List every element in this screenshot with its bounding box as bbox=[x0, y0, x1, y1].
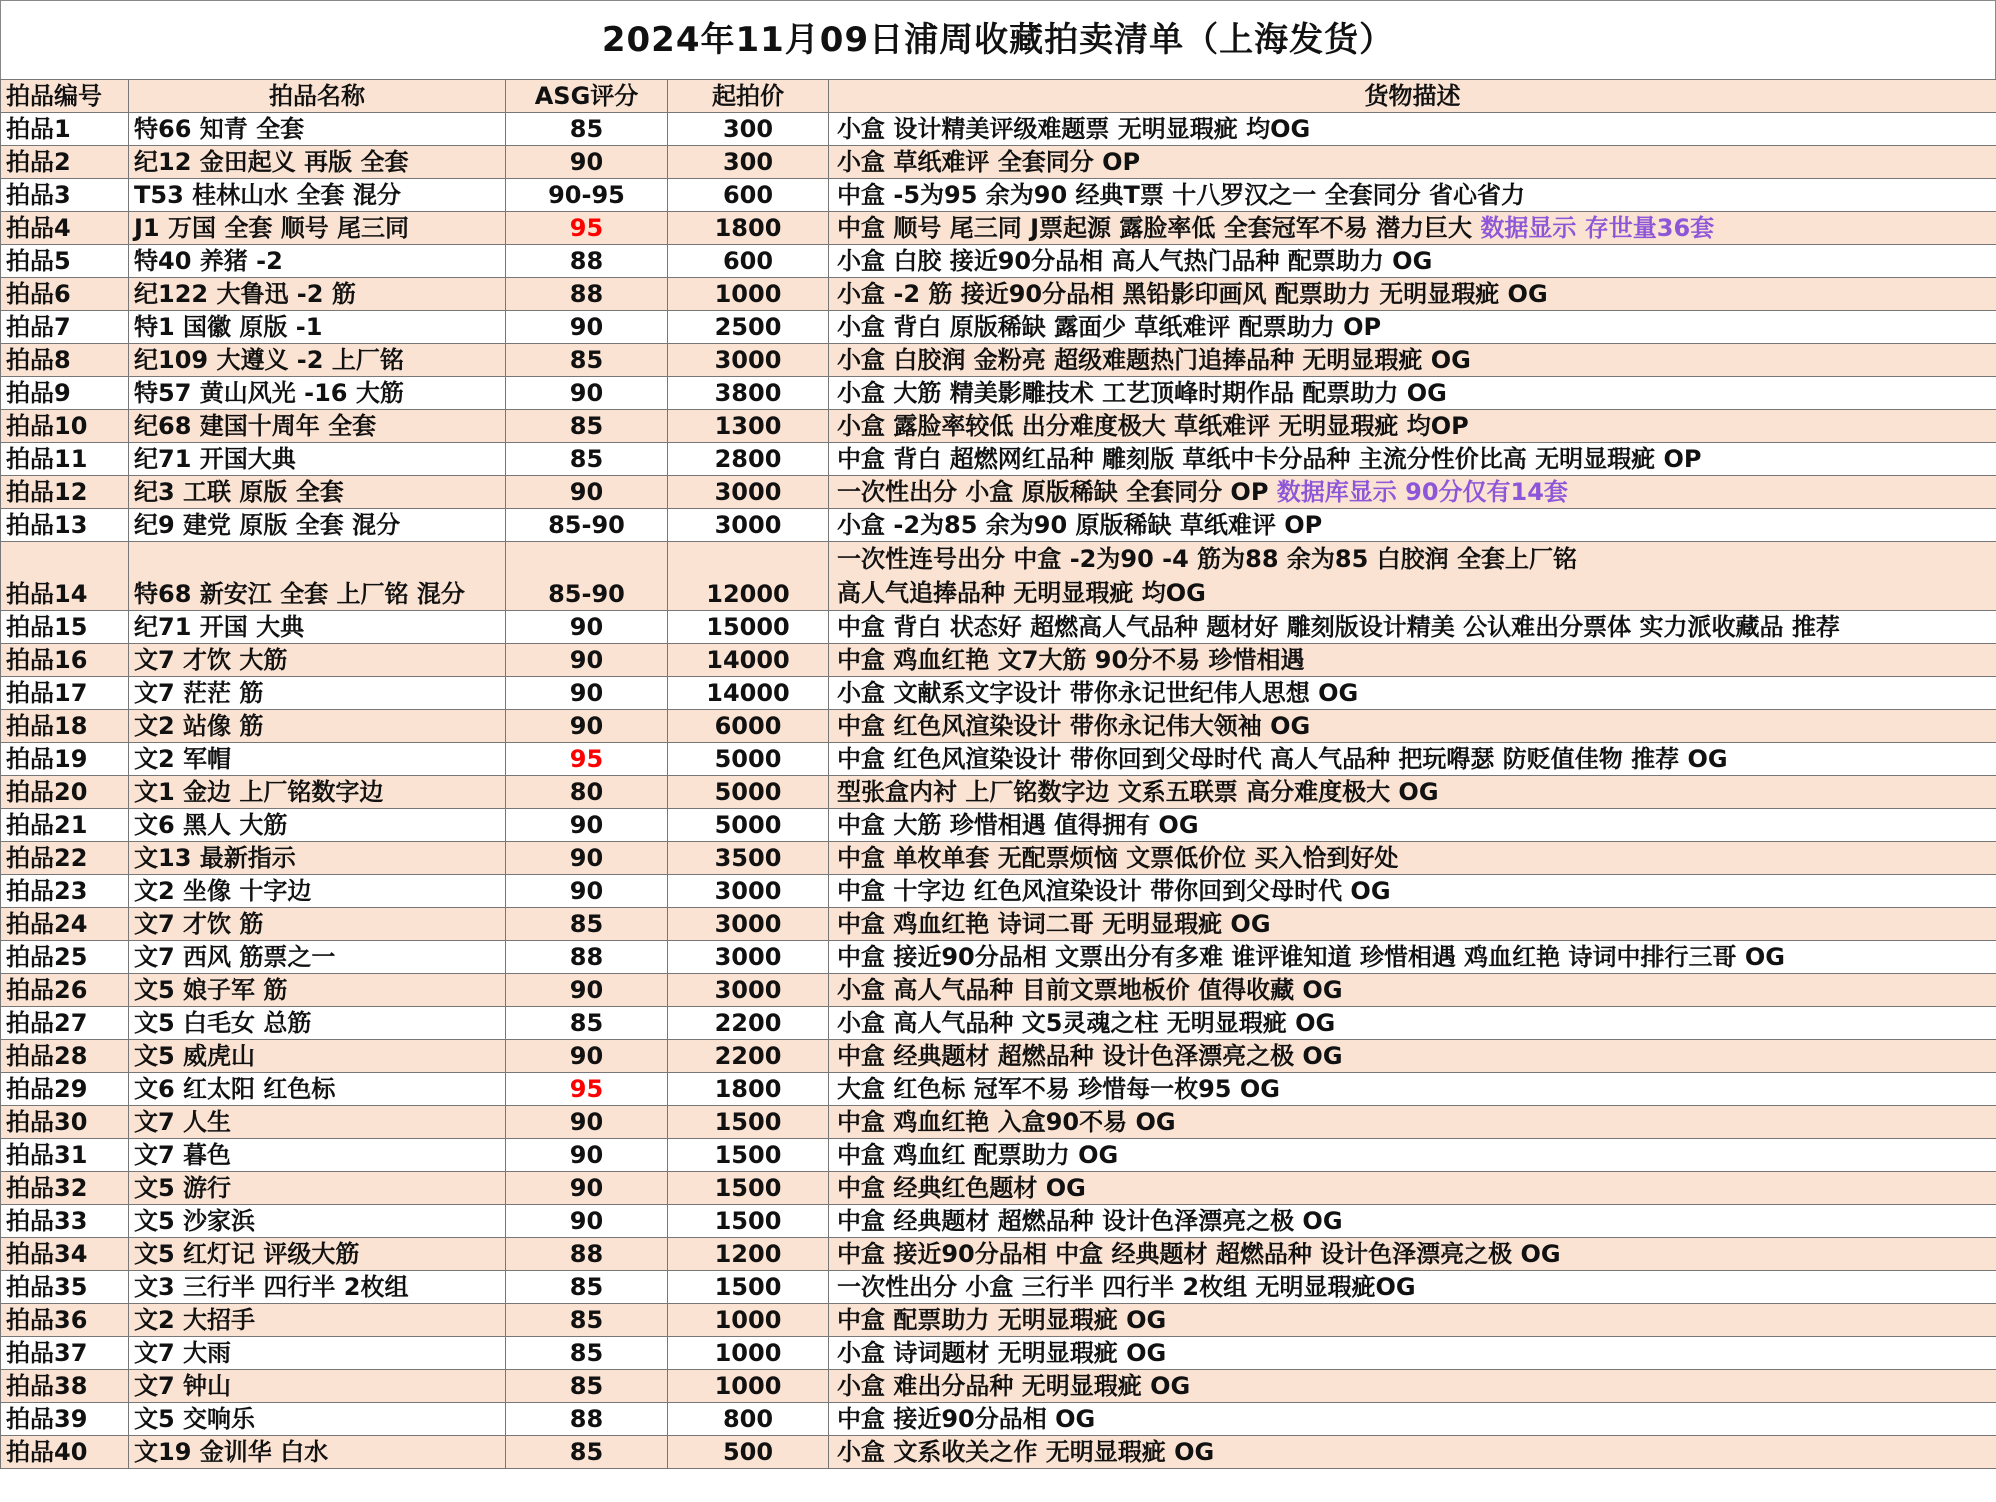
table-row bbox=[1, 1007, 1996, 1040]
description-cell bbox=[829, 410, 1996, 443]
lot-name-cell: 文7 钟山 bbox=[129, 1370, 506, 1403]
starting-price-cell: 1800 bbox=[668, 212, 829, 245]
asg-grade-cell: 88 bbox=[506, 1238, 668, 1271]
lot-id-cell: 拍品17 bbox=[1, 677, 129, 710]
description-text: 小盒 -2 筋 接近90分品相 黑铅影印画风 配票助力 无明显瑕疵 OG bbox=[837, 280, 1548, 308]
description-text-line2: 高人气追捧品种 无明显瑕疵 均OG bbox=[837, 579, 1206, 607]
lot-name-cell: 特66 知青 全套 bbox=[129, 113, 506, 146]
table-row bbox=[1, 311, 1996, 344]
starting-price-cell: 12000 bbox=[668, 542, 829, 611]
table-body bbox=[1, 113, 1996, 1469]
lot-name-cell: 纪122 大鲁迅 -2 筋 bbox=[129, 278, 506, 311]
lot-id-cell: 拍品12 bbox=[1, 476, 129, 509]
table-row bbox=[1, 1238, 1996, 1271]
description-cell bbox=[829, 113, 1996, 146]
table-row bbox=[1, 908, 1996, 941]
table-row bbox=[1, 377, 1996, 410]
asg-grade-cell: 90 bbox=[506, 1172, 668, 1205]
sheet-title: 2024年11月09日浦周收藏拍卖清单（上海发货） bbox=[0, 1, 1996, 79]
asg-grade-cell: 85-90 bbox=[506, 509, 668, 542]
description-highlight-note: 数据库显示 90分仅有14套 bbox=[1276, 478, 1568, 506]
table-row bbox=[1, 1436, 1996, 1469]
starting-price-cell: 1500 bbox=[668, 1172, 829, 1205]
lot-name-cell: 文5 游行 bbox=[129, 1172, 506, 1205]
description-cell bbox=[829, 377, 1996, 410]
description-text: 中盒 经典题材 超燃品种 设计色泽漂亮之极 OG bbox=[837, 1042, 1343, 1070]
description-text: 中盒 红色风渲染设计 带你回到父母时代 高人气品种 把玩嘚瑟 防贬值佳物 推荐 OG bbox=[837, 745, 1728, 773]
description-cell bbox=[829, 146, 1996, 179]
lot-id-cell: 拍品4 bbox=[1, 212, 129, 245]
starting-price-cell: 800 bbox=[668, 1403, 829, 1436]
lot-name-cell: 文5 娘子军 筋 bbox=[129, 974, 506, 1007]
lot-name-cell: 纪3 工联 原版 全套 bbox=[129, 476, 506, 509]
table-row bbox=[1, 146, 1996, 179]
description-cell bbox=[829, 908, 1996, 941]
lot-id-cell: 拍品36 bbox=[1, 1304, 129, 1337]
starting-price-cell: 15000 bbox=[668, 611, 829, 644]
lot-name-cell: J1 万国 全套 顺号 尾三同 bbox=[129, 212, 506, 245]
description-text: 中盒 单枚单套 无配票烦恼 文票低价位 买入恰到好处 bbox=[837, 844, 1399, 872]
starting-price-cell: 5000 bbox=[668, 743, 829, 776]
table-row bbox=[1, 212, 1996, 245]
starting-price-cell: 1500 bbox=[668, 1271, 829, 1304]
asg-grade-cell: 85 bbox=[506, 1007, 668, 1040]
table-row bbox=[1, 677, 1996, 710]
lot-name-cell: 纪109 大遵义 -2 上厂铭 bbox=[129, 344, 506, 377]
starting-price-cell: 3500 bbox=[668, 842, 829, 875]
starting-price-cell: 3000 bbox=[668, 476, 829, 509]
starting-price-cell: 3000 bbox=[668, 875, 829, 908]
asg-grade-cell: 88 bbox=[506, 278, 668, 311]
asg-grade-cell: 85 bbox=[506, 113, 668, 146]
asg-grade-cell: 88 bbox=[506, 941, 668, 974]
description-text: 中盒 -5为95 余为90 经典T票 十八罗汉之一 全套同分 省心省力 bbox=[837, 181, 1525, 209]
lot-id-cell: 拍品30 bbox=[1, 1106, 129, 1139]
lot-id-cell: 拍品29 bbox=[1, 1073, 129, 1106]
lot-id-cell: 拍品3 bbox=[1, 179, 129, 212]
starting-price-cell: 3000 bbox=[668, 509, 829, 542]
description-cell bbox=[829, 1271, 1996, 1304]
description-text: 中盒 配票助力 无明显瑕疵 OG bbox=[837, 1306, 1167, 1334]
asg-grade-cell: 85 bbox=[506, 1436, 668, 1469]
table-row bbox=[1, 1304, 1996, 1337]
description-text: 一次性连号出分 中盒 -2为90 -4 筋为88 余为85 白胶润 全套上厂铭 bbox=[837, 545, 1578, 573]
lot-name-cell: 文6 黑人 大筋 bbox=[129, 809, 506, 842]
lot-id-cell: 拍品40 bbox=[1, 1436, 129, 1469]
description-cell bbox=[829, 1040, 1996, 1073]
lot-name-cell: 文2 站像 筋 bbox=[129, 710, 506, 743]
table-row bbox=[1, 1370, 1996, 1403]
lot-name-cell: 文7 暮色 bbox=[129, 1139, 506, 1172]
asg-grade-cell: 90-95 bbox=[506, 179, 668, 212]
description-text: 中盒 经典红色题材 OG bbox=[837, 1174, 1086, 1202]
asg-grade-cell: 90 bbox=[506, 1139, 668, 1172]
asg-grade-cell: 80 bbox=[506, 776, 668, 809]
lot-name-cell: 文5 沙家浜 bbox=[129, 1205, 506, 1238]
table-row bbox=[1, 1040, 1996, 1073]
lot-name-cell: 文6 红太阳 红色标 bbox=[129, 1073, 506, 1106]
table-row bbox=[1, 743, 1996, 776]
lot-name-cell: 文7 茫茫 筋 bbox=[129, 677, 506, 710]
description-text: 一次性出分 小盒 三行半 四行半 2枚组 无明显瑕疵OG bbox=[837, 1273, 1416, 1301]
asg-grade-cell: 85 bbox=[506, 410, 668, 443]
description-cell bbox=[829, 1337, 1996, 1370]
description-cell bbox=[829, 1172, 1996, 1205]
header-asg-grade: ASG评分 bbox=[506, 80, 668, 113]
table-row bbox=[1, 809, 1996, 842]
description-text: 型张盒内衬 上厂铭数字边 文系五联票 高分难度极大 OG bbox=[837, 778, 1439, 806]
asg-grade-cell: 95 bbox=[506, 1073, 668, 1106]
auction-table bbox=[0, 79, 1996, 1469]
lot-name-cell: 文5 交响乐 bbox=[129, 1403, 506, 1436]
starting-price-cell: 1800 bbox=[668, 1073, 829, 1106]
description-cell bbox=[829, 245, 1996, 278]
description-text: 小盒 文系收关之作 无明显瑕疵 OG bbox=[837, 1438, 1215, 1466]
description-cell bbox=[829, 311, 1996, 344]
description-cell bbox=[829, 179, 1996, 212]
description-cell bbox=[829, 1304, 1996, 1337]
lot-id-cell: 拍品1 bbox=[1, 113, 129, 146]
lot-id-cell: 拍品33 bbox=[1, 1205, 129, 1238]
lot-id-cell: 拍品8 bbox=[1, 344, 129, 377]
header-lot-name: 拍品名称 bbox=[129, 80, 506, 113]
description-text: 小盒 高人气品种 目前文票地板价 值得收藏 OG bbox=[837, 976, 1343, 1004]
asg-grade-cell: 90 bbox=[506, 842, 668, 875]
description-cell bbox=[829, 476, 1996, 509]
description-highlight-note: 数据显示 存世量36套 bbox=[1480, 214, 1715, 242]
table-row bbox=[1, 1337, 1996, 1370]
lot-id-cell: 拍品9 bbox=[1, 377, 129, 410]
lot-id-cell: 拍品19 bbox=[1, 743, 129, 776]
table-row bbox=[1, 842, 1996, 875]
table-row bbox=[1, 974, 1996, 1007]
starting-price-cell: 500 bbox=[668, 1436, 829, 1469]
description-cell bbox=[829, 1436, 1996, 1469]
starting-price-cell: 1000 bbox=[668, 1304, 829, 1337]
description-cell bbox=[829, 542, 1996, 611]
table-row bbox=[1, 1403, 1996, 1436]
lot-id-cell: 拍品39 bbox=[1, 1403, 129, 1436]
asg-grade-cell: 90 bbox=[506, 146, 668, 179]
asg-grade-cell: 90 bbox=[506, 974, 668, 1007]
table-row bbox=[1, 278, 1996, 311]
description-text: 中盒 顺号 尾三同 J票起源 露脸率低 全套冠军不易 潜力巨大 bbox=[837, 214, 1481, 242]
starting-price-cell: 1500 bbox=[668, 1139, 829, 1172]
lot-name-cell: 特1 国徽 原版 -1 bbox=[129, 311, 506, 344]
table-row bbox=[1, 710, 1996, 743]
asg-grade-cell: 85-90 bbox=[506, 542, 668, 611]
lot-id-cell: 拍品15 bbox=[1, 611, 129, 644]
description-cell bbox=[829, 1205, 1996, 1238]
lot-name-cell: 文7 西风 筋票之一 bbox=[129, 941, 506, 974]
description-text: 中盒 鸡血红艳 文7大筋 90分不易 珍惜相遇 bbox=[837, 646, 1305, 674]
lot-id-cell: 拍品27 bbox=[1, 1007, 129, 1040]
lot-name-cell: 纪68 建国十周年 全套 bbox=[129, 410, 506, 443]
description-text: 小盒 草纸难评 全套同分 OP bbox=[837, 148, 1141, 176]
description-cell bbox=[829, 1007, 1996, 1040]
table-row bbox=[1, 941, 1996, 974]
lot-id-cell: 拍品28 bbox=[1, 1040, 129, 1073]
description-cell bbox=[829, 443, 1996, 476]
asg-grade-cell: 85 bbox=[506, 908, 668, 941]
table-row bbox=[1, 644, 1996, 677]
description-cell bbox=[829, 644, 1996, 677]
description-cell bbox=[829, 710, 1996, 743]
lot-id-cell: 拍品11 bbox=[1, 443, 129, 476]
description-cell bbox=[829, 1238, 1996, 1271]
description-text: 小盒 背白 原版稀缺 露面少 草纸难评 配票助力 OP bbox=[837, 313, 1382, 341]
header-lot-id: 拍品编号 bbox=[1, 80, 129, 113]
lot-name-cell: 文7 才饮 筋 bbox=[129, 908, 506, 941]
lot-id-cell: 拍品35 bbox=[1, 1271, 129, 1304]
lot-name-cell: 文2 大招手 bbox=[129, 1304, 506, 1337]
table-row bbox=[1, 443, 1996, 476]
asg-grade-cell: 90 bbox=[506, 476, 668, 509]
description-cell bbox=[829, 677, 1996, 710]
description-cell bbox=[829, 842, 1996, 875]
table-row bbox=[1, 1172, 1996, 1205]
description-text: 中盒 经典题材 超燃品种 设计色泽漂亮之极 OG bbox=[837, 1207, 1343, 1235]
lot-id-cell: 拍品32 bbox=[1, 1172, 129, 1205]
asg-grade-cell: 85 bbox=[506, 1370, 668, 1403]
lot-name-cell: 文5 红灯记 评级大筋 bbox=[129, 1238, 506, 1271]
description-cell bbox=[829, 611, 1996, 644]
table-row bbox=[1, 476, 1996, 509]
asg-grade-cell: 90 bbox=[506, 1040, 668, 1073]
lot-name-cell: 特40 养猪 -2 bbox=[129, 245, 506, 278]
starting-price-cell: 2500 bbox=[668, 311, 829, 344]
lot-name-cell: 文7 大雨 bbox=[129, 1337, 506, 1370]
starting-price-cell: 6000 bbox=[668, 710, 829, 743]
description-text: 中盒 鸡血红艳 入盒90不易 OG bbox=[837, 1108, 1176, 1136]
starting-price-cell: 3000 bbox=[668, 344, 829, 377]
asg-grade-cell: 85 bbox=[506, 443, 668, 476]
starting-price-cell: 1500 bbox=[668, 1106, 829, 1139]
description-cell bbox=[829, 974, 1996, 1007]
asg-grade-cell: 85 bbox=[506, 1271, 668, 1304]
lot-id-cell: 拍品25 bbox=[1, 941, 129, 974]
lot-id-cell: 拍品34 bbox=[1, 1238, 129, 1271]
starting-price-cell: 5000 bbox=[668, 809, 829, 842]
starting-price-cell: 3000 bbox=[668, 974, 829, 1007]
table-row bbox=[1, 1271, 1996, 1304]
table-row bbox=[1, 1139, 1996, 1172]
starting-price-cell: 3800 bbox=[668, 377, 829, 410]
asg-grade-cell: 90 bbox=[506, 710, 668, 743]
starting-price-cell: 1000 bbox=[668, 278, 829, 311]
description-cell bbox=[829, 875, 1996, 908]
lot-id-cell: 拍品23 bbox=[1, 875, 129, 908]
starting-price-cell: 1200 bbox=[668, 1238, 829, 1271]
lot-id-cell: 拍品5 bbox=[1, 245, 129, 278]
description-cell bbox=[829, 776, 1996, 809]
asg-grade-cell: 95 bbox=[506, 743, 668, 776]
lot-name-cell: 文7 人生 bbox=[129, 1106, 506, 1139]
asg-grade-cell: 90 bbox=[506, 644, 668, 677]
lot-name-cell: 特57 黄山风光 -16 大筋 bbox=[129, 377, 506, 410]
header-starting-price: 起拍价 bbox=[668, 80, 829, 113]
description-cell bbox=[829, 212, 1996, 245]
lot-name-cell: 文2 军帽 bbox=[129, 743, 506, 776]
description-text: 一次性出分 小盒 原版稀缺 全套同分 OP bbox=[837, 478, 1277, 506]
lot-name-cell: 文13 最新指示 bbox=[129, 842, 506, 875]
description-cell bbox=[829, 1403, 1996, 1436]
lot-name-cell: 文5 威虎山 bbox=[129, 1040, 506, 1073]
starting-price-cell: 14000 bbox=[668, 677, 829, 710]
lot-name-cell: 文19 金训华 白水 bbox=[129, 1436, 506, 1469]
description-text: 小盒 露脸率较低 出分难度极大 草纸难评 无明显瑕疵 均OP bbox=[837, 412, 1469, 440]
description-text: 小盒 高人气品种 文5灵魂之柱 无明显瑕疵 OG bbox=[837, 1009, 1336, 1037]
starting-price-cell: 2200 bbox=[668, 1007, 829, 1040]
asg-grade-cell: 90 bbox=[506, 875, 668, 908]
starting-price-cell: 2200 bbox=[668, 1040, 829, 1073]
description-cell bbox=[829, 1073, 1996, 1106]
asg-grade-cell: 90 bbox=[506, 677, 668, 710]
description-cell bbox=[829, 1106, 1996, 1139]
lot-id-cell: 拍品24 bbox=[1, 908, 129, 941]
description-text: 中盒 接近90分品相 文票出分有多难 谁评谁知道 珍惜相遇 鸡血红艳 诗词中排行三哥 OG bbox=[837, 943, 1785, 971]
lot-id-cell: 拍品31 bbox=[1, 1139, 129, 1172]
starting-price-cell: 600 bbox=[668, 179, 829, 212]
starting-price-cell: 1000 bbox=[668, 1370, 829, 1403]
asg-grade-cell: 85 bbox=[506, 1337, 668, 1370]
lot-id-cell: 拍品7 bbox=[1, 311, 129, 344]
asg-grade-cell: 90 bbox=[506, 809, 668, 842]
lot-id-cell: 拍品37 bbox=[1, 1337, 129, 1370]
asg-grade-cell: 88 bbox=[506, 245, 668, 278]
table-row bbox=[1, 1106, 1996, 1139]
description-text: 小盒 难出分品种 无明显瑕疵 OG bbox=[837, 1372, 1191, 1400]
lot-name-cell: 纪12 金田起义 再版 全套 bbox=[129, 146, 506, 179]
lot-name-cell: 文2 坐像 十字边 bbox=[129, 875, 506, 908]
description-text: 中盒 背白 状态好 超燃高人气品种 题材好 雕刻版设计精美 公认难出分票体 实力派收藏品 推荐 bbox=[837, 613, 1840, 641]
description-cell bbox=[829, 278, 1996, 311]
starting-price-cell: 14000 bbox=[668, 644, 829, 677]
header-description: 货物描述 bbox=[829, 80, 1996, 113]
lot-id-cell: 拍品13 bbox=[1, 509, 129, 542]
lot-id-cell: 拍品38 bbox=[1, 1370, 129, 1403]
table-row bbox=[1, 113, 1996, 146]
lot-name-cell: 文7 才饮 大筋 bbox=[129, 644, 506, 677]
description-text: 小盒 诗词题材 无明显瑕疵 OG bbox=[837, 1339, 1167, 1367]
starting-price-cell: 300 bbox=[668, 146, 829, 179]
starting-price-cell: 1000 bbox=[668, 1337, 829, 1370]
lot-name-cell: 文1 金边 上厂铭数字边 bbox=[129, 776, 506, 809]
asg-grade-cell: 90 bbox=[506, 377, 668, 410]
description-cell bbox=[829, 344, 1996, 377]
lot-id-cell: 拍品14 bbox=[1, 542, 129, 611]
description-text: 中盒 接近90分品相 中盒 经典题材 超燃品种 设计色泽漂亮之极 OG bbox=[837, 1240, 1561, 1268]
description-cell bbox=[829, 941, 1996, 974]
description-text: 小盒 大筋 精美影雕技术 工艺顶峰时期作品 配票助力 OG bbox=[837, 379, 1447, 407]
starting-price-cell: 2800 bbox=[668, 443, 829, 476]
lot-id-cell: 拍品18 bbox=[1, 710, 129, 743]
asg-grade-cell: 90 bbox=[506, 611, 668, 644]
description-cell bbox=[829, 743, 1996, 776]
description-text: 中盒 红色风渲染设计 带你永记伟大领袖 OG bbox=[837, 712, 1311, 740]
description-cell bbox=[829, 509, 1996, 542]
lot-id-cell: 拍品21 bbox=[1, 809, 129, 842]
description-text: 中盒 十字边 红色风渲染设计 带你回到父母时代 OG bbox=[837, 877, 1391, 905]
header-row bbox=[1, 80, 1996, 113]
starting-price-cell: 3000 bbox=[668, 908, 829, 941]
description-text: 大盒 红色标 冠军不易 珍惜每一枚95 OG bbox=[837, 1075, 1280, 1103]
description-text: 中盒 接近90分品相 OG bbox=[837, 1405, 1096, 1433]
lot-name-cell: 纪9 建党 原版 全套 混分 bbox=[129, 509, 506, 542]
lot-id-cell: 拍品2 bbox=[1, 146, 129, 179]
starting-price-cell: 600 bbox=[668, 245, 829, 278]
table-row bbox=[1, 1205, 1996, 1238]
description-text: 小盒 白胶 接近90分品相 高人气热门品种 配票助力 OG bbox=[837, 247, 1433, 275]
starting-price-cell: 1300 bbox=[668, 410, 829, 443]
lot-id-cell: 拍品10 bbox=[1, 410, 129, 443]
description-text: 中盒 鸡血红艳 诗词二哥 无明显瑕疵 OG bbox=[837, 910, 1271, 938]
table-row bbox=[1, 410, 1996, 443]
starting-price-cell: 300 bbox=[668, 113, 829, 146]
table-row bbox=[1, 776, 1996, 809]
lot-name-cell: 文3 三行半 四行半 2枚组 bbox=[129, 1271, 506, 1304]
lot-id-cell: 拍品22 bbox=[1, 842, 129, 875]
lot-name-cell: T53 桂林山水 全套 混分 bbox=[129, 179, 506, 212]
lot-name-cell: 纪71 开国大典 bbox=[129, 443, 506, 476]
starting-price-cell: 3000 bbox=[668, 941, 829, 974]
description-text: 小盒 设计精美评级难题票 无明显瑕疵 均OG bbox=[837, 115, 1311, 143]
lot-name-cell: 特68 新安江 全套 上厂铭 混分 bbox=[129, 542, 506, 611]
asg-grade-cell: 85 bbox=[506, 1304, 668, 1337]
table-row bbox=[1, 344, 1996, 377]
lot-id-cell: 拍品26 bbox=[1, 974, 129, 1007]
table-row bbox=[1, 875, 1996, 908]
starting-price-cell: 5000 bbox=[668, 776, 829, 809]
description-cell bbox=[829, 1139, 1996, 1172]
description-text: 小盒 白胶润 金粉亮 超级难题热门追捧品种 无明显瑕疵 OG bbox=[837, 346, 1471, 374]
description-cell bbox=[829, 1370, 1996, 1403]
table-row bbox=[1, 1073, 1996, 1106]
description-text: 中盒 大筋 珍惜相遇 值得拥有 OG bbox=[837, 811, 1199, 839]
description-cell bbox=[829, 809, 1996, 842]
asg-grade-cell: 95 bbox=[506, 212, 668, 245]
description-text: 中盒 鸡血红 配票助力 OG bbox=[837, 1141, 1119, 1169]
lot-id-cell: 拍品16 bbox=[1, 644, 129, 677]
table-row bbox=[1, 611, 1996, 644]
table-row bbox=[1, 245, 1996, 278]
asg-grade-cell: 90 bbox=[506, 311, 668, 344]
asg-grade-cell: 85 bbox=[506, 344, 668, 377]
lot-name-cell: 文5 白毛女 总筋 bbox=[129, 1007, 506, 1040]
asg-grade-cell: 88 bbox=[506, 1403, 668, 1436]
description-text: 小盒 文献系文字设计 带你永记世纪伟人思想 OG bbox=[837, 679, 1359, 707]
description-text: 中盒 背白 超燃网红品种 雕刻版 草纸中卡分品种 主流分性价比高 无明显瑕疵 OP bbox=[837, 445, 1702, 473]
lot-name-cell: 纪71 开国 大典 bbox=[129, 611, 506, 644]
lot-id-cell: 拍品20 bbox=[1, 776, 129, 809]
asg-grade-cell: 90 bbox=[506, 1106, 668, 1139]
lot-id-cell: 拍品6 bbox=[1, 278, 129, 311]
table-row bbox=[1, 542, 1996, 611]
asg-grade-cell: 90 bbox=[506, 1205, 668, 1238]
starting-price-cell: 1500 bbox=[668, 1205, 829, 1238]
table-row bbox=[1, 179, 1996, 212]
table-row bbox=[1, 509, 1996, 542]
description-text: 小盒 -2为85 余为90 原版稀缺 草纸难评 OP bbox=[837, 511, 1323, 539]
